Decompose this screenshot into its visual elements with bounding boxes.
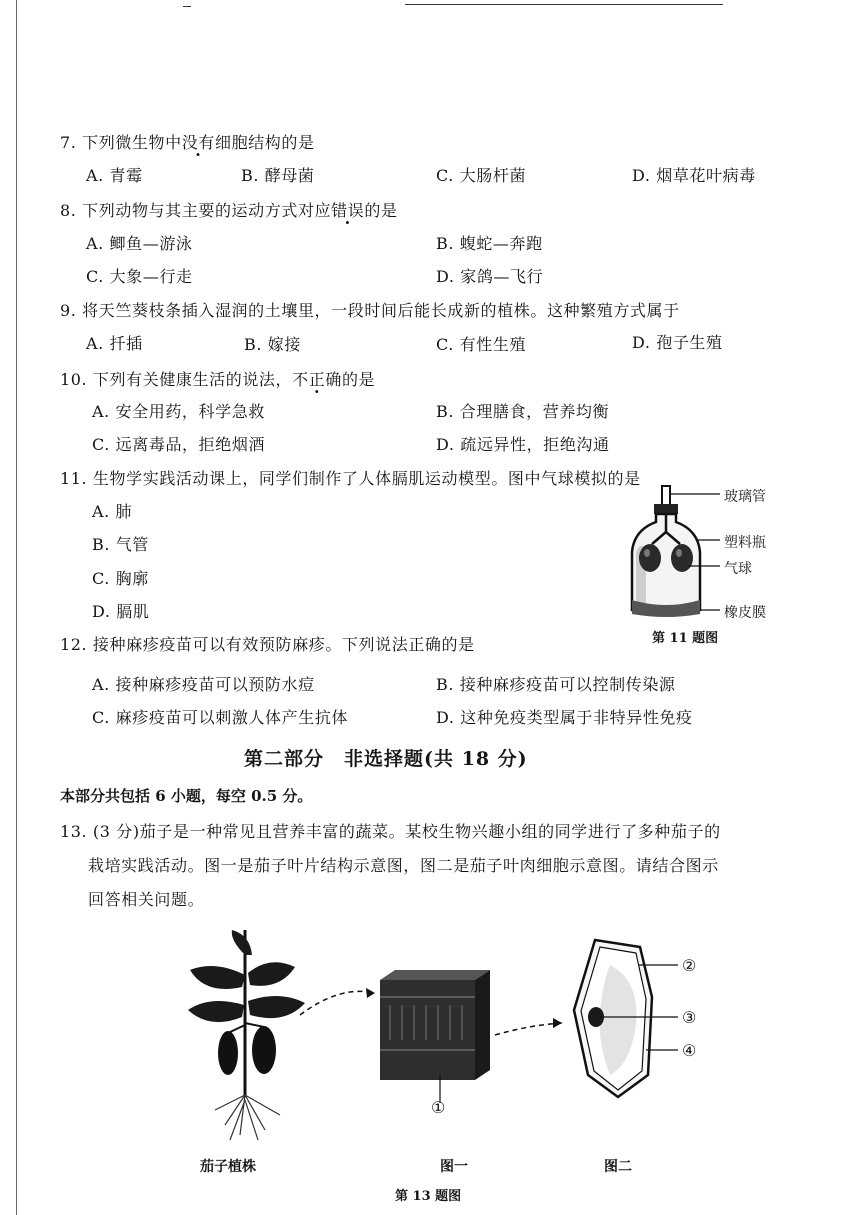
q12-option-a: A. 接种麻疹疫苗可以预防水痘 (92, 675, 315, 694)
q12-option-c: C. 麻疹疫苗可以刺激人体产生抗体 (92, 708, 349, 727)
q8-option-a: A. 鲫鱼—游泳 (86, 234, 193, 253)
q8-stem: 8. 下列动物与其主要的运动方式对应错误的是 (60, 201, 398, 220)
q13-figure (170, 925, 730, 1155)
plant-caption: 茄子植株 (200, 1159, 256, 1175)
marker-3: ③ (682, 1008, 697, 1027)
q12-stem: 12. 接种麻疹疫苗可以有效预防麻疹。下列说法正确的是 (60, 635, 475, 654)
q8-option-b: B. 蝮蛇—奔跑 (436, 234, 543, 253)
q9-stem: 9. 将天竺葵枝条插入湿润的土壤里，一段时间后能长成新的植株。这种繁殖方式属于 (60, 301, 680, 320)
bottle-stopper (654, 504, 678, 514)
q7-stem: 7. 下列微生物中没有细胞结构的是 (60, 133, 315, 152)
marker-2: ② (682, 956, 697, 975)
q9-option-d: D. 孢子生殖 (632, 333, 723, 352)
q7-option-c: C. 大肠杆菌 (436, 166, 527, 185)
q10-stem: 10. 下列有关健康生活的说法，不正确的是 (60, 370, 376, 389)
q10-option-d: D. 疏远异性，拒绝沟通 (436, 435, 610, 454)
q10-option-c: C. 远离毒品，拒绝烟酒 (92, 435, 266, 454)
emphasis-text: 不正确 (292, 370, 342, 389)
fig1-caption: 图一 (440, 1159, 468, 1175)
q12-option-b: B. 接种麻疹疫苗可以控制传染源 (436, 675, 676, 694)
q13-line-1: 13. (3 分)茄子是一种常见且营养丰富的蔬菜。某校生物兴趣小组的同学进行了多种茄子的 (60, 822, 721, 841)
q7-option-a: A. 青霉 (86, 166, 143, 185)
q9-option-b: B. 嫁接 (244, 335, 301, 354)
label-rubber-membrane: 橡皮膜 (724, 605, 766, 621)
q13-line-2: 栽培实践活动。图一是茄子叶片结构示意图，图二是茄子叶肉细胞示意图。请结合图示 (88, 856, 719, 875)
q7-option-d: D. 烟草花叶病毒 (632, 166, 756, 185)
emphasis-text: 错误 (331, 201, 365, 220)
q11-option-b: B. 气管 (92, 535, 149, 554)
marker-1: ① (431, 1098, 446, 1117)
section-note: 本部分共包括 6 小题，每空 0.5 分。 (60, 787, 313, 805)
q10-option-a: A. 安全用药，科学急救 (92, 402, 265, 421)
scan-top-line (405, 4, 723, 5)
eggplant-plant (188, 930, 305, 1140)
q7-option-b: B. 酵母菌 (241, 166, 315, 185)
q13-figure-caption: 第 13 题图 (395, 1189, 462, 1204)
q8-option-c: C. 大象—行走 (86, 267, 193, 286)
q9-option-a: A. 扦插 (86, 334, 143, 353)
leaf-structure-block (380, 970, 490, 1103)
leaf-cell-diagram (574, 940, 678, 1097)
q11-option-c: C. 胸廓 (92, 569, 149, 588)
fig2-caption: 图二 (604, 1159, 632, 1175)
section-title: 第二部分 非选择题(共 18 分) (244, 748, 528, 770)
q12-option-d: D. 这种免疫类型属于非特异性免疫 (436, 708, 693, 727)
marker-4: ④ (682, 1041, 697, 1060)
q10-option-b: B. 合理膳食，营养均衡 (436, 402, 610, 421)
label-plastic-bottle: 塑料瓶 (724, 535, 766, 551)
q11-option-a: A. 肺 (92, 502, 133, 521)
emphasis-text: 没有 (181, 133, 215, 152)
label-glass-tube: 玻璃管 (724, 489, 766, 505)
label-balloon: 气球 (724, 561, 752, 577)
scan-left-edge (16, 0, 17, 1215)
q8-option-d: D. 家鸽—飞行 (436, 267, 544, 286)
q11-stem: 11. 生物学实践活动课上，同学们制作了人体膈肌运动模型。图中气球模拟的是 (60, 469, 641, 488)
q9-option-c: C. 有性生殖 (436, 335, 527, 354)
q11-option-d: D. 膈肌 (92, 602, 150, 621)
balloon-left (639, 544, 661, 572)
balloon-right (671, 544, 693, 572)
q13-line-3: 回答相关问题。 (88, 890, 205, 909)
q11-figure-caption: 第 11 题图 (652, 631, 719, 646)
scan-top-mark (183, 6, 191, 7)
